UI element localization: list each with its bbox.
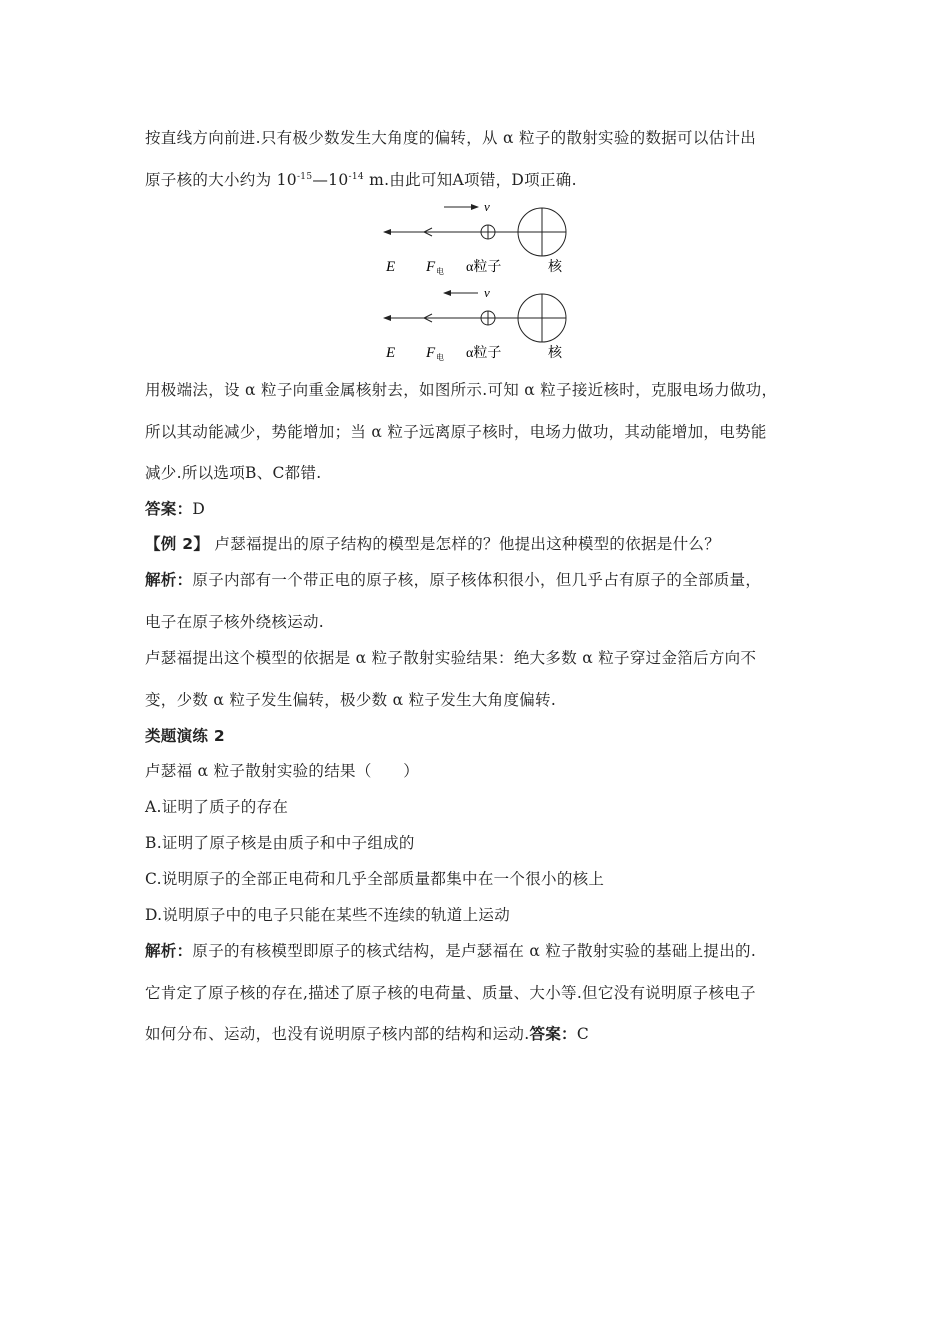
practice-analysis-2: 它肯定了原子核的存在,描述了原子核的电荷量、质量、大小等.但它没有说明原子核电子 [145, 984, 756, 1002]
force-label: F [426, 259, 436, 275]
field-label: E [386, 259, 396, 275]
text-line-3: 用极端法，设 α 粒子向重金属核射去，如图所示.可知 α 粒子接近核时，克服电场力做功， [145, 381, 778, 399]
nucleus-label: 核 [548, 260, 562, 275]
nucleus-label: 核 [548, 346, 562, 361]
example-2-analysis-2: 电子在原子核外绕核运动. [145, 613, 325, 631]
analysis-label: 解析： [145, 571, 193, 589]
alpha-scattering-figure [370, 198, 590, 364]
force-label: F [426, 345, 436, 361]
analysis-text: 如何分布、运动，也没有说明原子核内部的结构和运动. [145, 1025, 530, 1043]
analysis-text: 原子内部有一个带正电的原子核，原子核体积很小，但几乎占有原子的全部质量， [192, 571, 762, 589]
figure-panel-bottom [384, 285, 566, 362]
answer-value: D [192, 500, 206, 518]
example-question: 卢瑟福提出的原子结构的模型是怎样的？他提出这种模型的依据是什么？ [209, 535, 721, 553]
answer-label: 答案： [529, 1025, 577, 1043]
practice-analysis-3 [145, 1022, 589, 1044]
practice-question: 卢瑟福 α 粒子散射实验的结果（ ） [145, 762, 420, 780]
analysis-label: 解析： [145, 942, 193, 960]
answer-label: 答案： [145, 500, 193, 518]
analysis-text: 原子的有核模型即原子的核式结构，是卢瑟福在 α 粒子散射实验的基础上提出的. [192, 942, 757, 960]
velocity-label: v [484, 285, 490, 300]
text-line-5: 减少.所以选项B、C都错. [145, 464, 322, 482]
size-prefix: 原子核的大小约为 10 [145, 171, 297, 189]
answer-value: C [576, 1025, 590, 1043]
option-d: D.说明原子中的电子只能在某些不连续的轨道上运动 [145, 906, 511, 924]
force-sub: 电 [436, 267, 444, 276]
text-line-2 [145, 168, 577, 190]
figure-panel-top [384, 199, 566, 276]
alpha-label: α粒子 [466, 346, 502, 361]
example-tag: 【例 2】 [145, 535, 210, 553]
example-2-analysis-1 [145, 568, 761, 590]
force-sub: 电 [436, 353, 444, 362]
text-line-4: 所以其动能减少，势能增加；当 α 粒子远离原子核时，电场力做功，其动能增加，电势能 [145, 423, 767, 441]
option-a: A.证明了质子的存在 [145, 798, 289, 816]
alpha-label: α粒子 [466, 260, 502, 275]
practice-analysis-1 [145, 939, 756, 961]
answer-1 [145, 497, 205, 519]
option-c: C.说明原子的全部正电荷和几乎全部质量都集中在一个很小的核上 [145, 870, 605, 888]
example-2-basis-1: 卢瑟福提出这个模型的依据是 α 粒子散射实验结果：绝大多数 α 粒子穿过金箔后方向不 [145, 649, 757, 667]
size-mid: —10 [312, 171, 349, 189]
exponent-2: -14 [348, 172, 364, 182]
text-line-1: 按直线方向前进.只有极少数发生大角度的偏转，从 α 粒子的散射实验的数据可以估计出 [145, 129, 757, 147]
size-suffix: m.由此可知A项错，D项正确. [363, 171, 577, 189]
example-2-question [145, 532, 720, 554]
practice-heading: 类题演练 2 [145, 727, 225, 745]
field-label: E [386, 345, 396, 361]
velocity-label: v [484, 199, 490, 214]
option-b: B.证明了原子核是由质子和中子组成的 [145, 834, 415, 852]
exponent-1: -15 [296, 172, 313, 182]
example-2-basis-2: 变，少数 α 粒子发生偏转，极少数 α 粒子发生大角度偏转. [145, 691, 557, 709]
